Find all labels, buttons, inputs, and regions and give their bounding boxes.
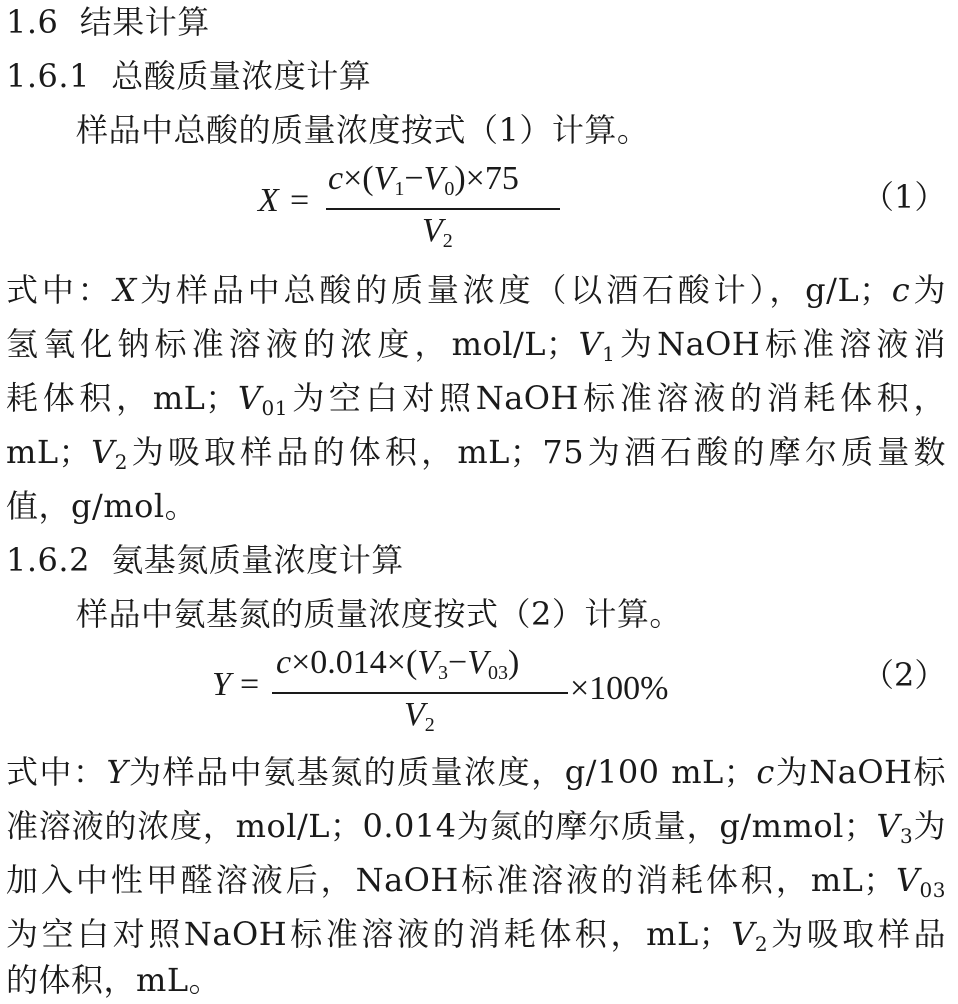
section-title: 结果计算 [79, 3, 210, 41]
text: 为吸取样品的体积，mL；75为酒石酸的摩尔质量数 [127, 433, 946, 471]
paragraph-intro-2: 样品中氨基氮的质量浓度按式（2）计算。 [76, 595, 682, 633]
section-heading-1-6 [6, 2, 210, 42]
var-v: V [237, 379, 262, 417]
section-number: 1.6.1 [6, 57, 90, 95]
var-v: V [731, 915, 755, 953]
where-2-line-4 [6, 914, 946, 954]
formula-1-lhs: X [258, 182, 279, 219]
text: 为NaOH标 [774, 753, 946, 791]
formula-2-tail: ×100% [570, 670, 669, 707]
formula-2-equals: = [240, 666, 260, 703]
formula-2-denominator [404, 696, 435, 734]
formula-2-numerator [276, 644, 519, 682]
formula-2-lhs: Y [212, 666, 231, 703]
var-v: V [876, 807, 900, 845]
text: 加入中性甲醛溶液后，NaOH标准溶液的消耗体积，mL； [6, 861, 896, 899]
subscript: 3 [438, 662, 449, 684]
var-y: Y [106, 753, 129, 791]
op: − [404, 160, 424, 197]
var-v: V [422, 212, 443, 249]
text: 式中： [6, 753, 107, 791]
subscript: 1 [394, 178, 405, 200]
text: 为样品中总酸的质量浓度（以酒石酸计），g/L； [136, 271, 892, 309]
subscript: 2 [114, 450, 128, 474]
text: 氢氧化钠标准溶液的浓度，mol/L； [6, 325, 579, 363]
var-v: V [467, 644, 489, 681]
var-v: V [417, 644, 439, 681]
where-1-line-4 [6, 432, 946, 472]
op: − [448, 644, 468, 681]
equation-number-1: （1） [862, 178, 947, 216]
where-1-line-5: 值，g/mol。 [6, 487, 198, 525]
text: mL； [6, 433, 92, 471]
subscript: 03 [488, 662, 509, 684]
subscript: 03 [919, 878, 946, 902]
where-1-line-1 [6, 270, 946, 310]
var-v: V [578, 325, 603, 363]
op: ) [508, 644, 520, 681]
where-2-line-3 [6, 860, 946, 900]
text: 耗体积，mL； [6, 379, 238, 417]
text: 为吸取样品 [768, 915, 946, 953]
var-c: c [328, 160, 344, 197]
subscript: 2 [424, 714, 435, 736]
var-v: V [91, 433, 115, 471]
where-1-line-2 [6, 324, 946, 364]
var-c: c [891, 271, 911, 309]
var-v: V [423, 160, 445, 197]
text: 为样品中氨基氮的质量浓度，g/100 mL； [128, 753, 757, 791]
op: )×75 [454, 160, 519, 197]
where-2-line-2 [6, 806, 946, 846]
where-1-line-3 [6, 378, 946, 418]
var-v: V [895, 861, 920, 899]
text: 为NaOH标准溶液消 [615, 325, 946, 363]
text: 式中： [6, 271, 114, 309]
var-v: V [404, 696, 425, 733]
subscript: 2 [442, 230, 453, 252]
var-v: V [373, 160, 395, 197]
subscript: 01 [261, 396, 288, 420]
formula-1-numerator [328, 160, 519, 198]
text: 为空白对照NaOH标准溶液的消耗体积， [287, 379, 946, 417]
where-2-line-1 [6, 752, 946, 792]
subscript: 2 [754, 932, 769, 956]
op: ×( [343, 160, 374, 197]
op: ×0.014×( [291, 644, 418, 681]
section-number: 1.6 [6, 3, 59, 41]
text: 为 [910, 271, 946, 309]
var-x: X [113, 271, 137, 309]
var-c: c [276, 644, 292, 681]
formula-1-equals: = [290, 182, 310, 219]
subscript: 1 [602, 342, 616, 366]
section-number: 1.6.2 [6, 541, 90, 579]
text: 为 [913, 807, 946, 845]
section-title: 总酸质量浓度计算 [111, 57, 372, 95]
where-2-line-5: 的体积，mL。 [6, 961, 222, 999]
var-c: c [756, 753, 775, 791]
equation-number-2: （2） [862, 656, 947, 694]
fraction-bar [272, 692, 568, 694]
subscript: 0 [444, 178, 455, 200]
formula-1-denominator [422, 212, 453, 250]
fraction-bar [326, 208, 560, 210]
paragraph-intro-1: 样品中总酸的质量浓度按式（1）计算。 [76, 111, 650, 149]
text: 为空白对照NaOH标准溶液的消耗体积，mL； [6, 915, 732, 953]
text: 准溶液的浓度，mol/L；0.014为氮的摩尔质量，g/mmol； [6, 807, 877, 845]
section-heading-1-6-1 [6, 56, 371, 96]
subscript: 3 [899, 824, 914, 848]
section-title: 氨基氮质量浓度计算 [111, 541, 404, 579]
section-heading-1-6-2 [6, 540, 404, 580]
